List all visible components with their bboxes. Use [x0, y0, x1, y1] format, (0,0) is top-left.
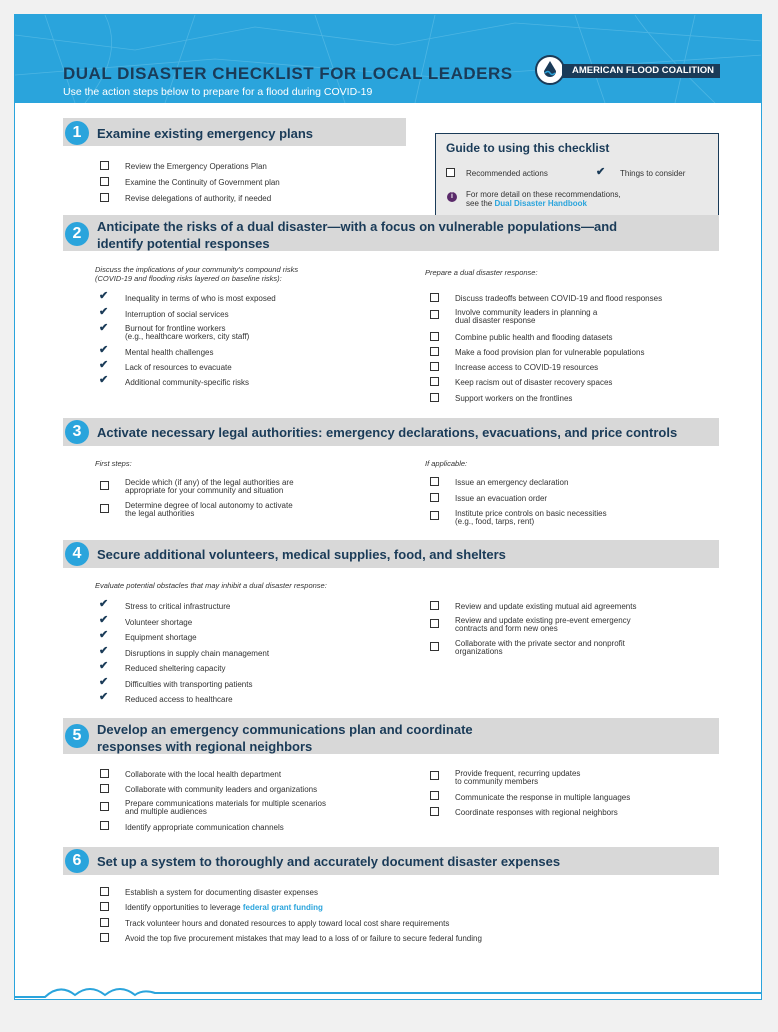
section-5-title-line2: responses with regional neighbors — [97, 739, 313, 754]
wave-decoration-icon — [15, 979, 762, 1000]
checkmark-icon: ✔ — [99, 290, 109, 302]
list-item: Combine public health and flooding datasets — [455, 333, 613, 342]
list-item: Provide frequent, recurring updates — [455, 769, 581, 778]
list-item: Determine degree of local autonomy to activate — [125, 501, 293, 510]
list-item-sub: (e.g., healthcare workers, city staff) — [125, 332, 250, 341]
list-item: Involve community leaders in planning a — [455, 308, 598, 317]
list-item-sub: (e.g., food, tarps, rent) — [455, 517, 535, 526]
list-item: Mental health challenges — [125, 348, 214, 357]
list-item: Decide which (if any) of the legal authorities are — [125, 478, 294, 487]
list-item: Collaborate with community leaders and organizations — [125, 785, 318, 794]
list-item: Interruption of social services — [125, 310, 229, 319]
list-item-sub: contracts and form new ones — [455, 624, 558, 633]
checkbox[interactable] — [430, 377, 439, 386]
list-item: Review and update existing pre-event emergency — [455, 616, 631, 625]
list-item: Equipment shortage — [125, 633, 197, 642]
list-item: Support workers on the frontlines — [455, 394, 573, 403]
list-item: Track volunteer hours and donated resources to apply toward local cost share requirements — [125, 919, 450, 928]
list-item: Burnout for frontline workers — [125, 324, 226, 333]
section-1-number: 1 — [65, 121, 89, 145]
checkmark-icon: ✔ — [99, 614, 109, 626]
list-item: Increase access to COVID-19 resources — [455, 363, 599, 372]
section-2-number: 2 — [65, 222, 89, 246]
legend-recommended: Recommended actions — [466, 169, 548, 178]
list-item: Lack of resources to evacuate — [125, 363, 232, 372]
section-4-title: Secure additional volunteers, medical supplies, food, and shelters — [97, 547, 506, 562]
checkmark-icon: ✔ — [99, 660, 109, 672]
list-item: Review the Emergency Operations Plan — [125, 162, 267, 171]
list-item: Review and update existing mutual aid agreements — [455, 602, 637, 611]
checkbox[interactable] — [100, 933, 109, 942]
list-item: Institute price controls on basic necessities — [455, 509, 607, 518]
checkmark-icon: ✔ — [99, 629, 109, 641]
checkbox[interactable] — [100, 193, 109, 202]
section-3-number: 3 — [65, 420, 89, 444]
list-item: Examine the Continuity of Government plan — [125, 178, 280, 187]
list-item: Establish a system for documenting disaster expenses — [125, 888, 318, 897]
guide-detail-line1: For more detail on these recommendations, — [466, 190, 621, 199]
page-title: DUAL DISASTER CHECKLIST FOR LOCAL LEADERS — [63, 64, 513, 83]
checkbox[interactable] — [100, 821, 109, 830]
list-item: Collaborate with the local health department — [125, 770, 282, 779]
checkmark-icon: ✔ — [99, 598, 109, 610]
checkbox[interactable] — [430, 642, 439, 651]
checkbox[interactable] — [430, 771, 439, 780]
list-item: Volunteer shortage — [125, 618, 193, 627]
list-item-sub: appropriate for your community and situation — [125, 486, 284, 495]
legend-checkmark-icon: ✔ — [596, 166, 606, 178]
section-2-intro-left-2: (COVID-19 and flooding risks layered on baseline risks): — [95, 274, 282, 283]
list-item: Difficulties with transporting patients — [125, 680, 253, 689]
list-item: Make a food provision plan for vulnerable populations — [455, 348, 645, 357]
legend-consider: Things to consider — [620, 169, 686, 178]
guide-detail-line2: see the Dual Disaster Handbook — [466, 199, 587, 208]
checkmark-icon: ✔ — [99, 691, 109, 703]
list-item: Issue an evacuation order — [455, 494, 548, 503]
checkmark-icon: ✔ — [99, 344, 109, 356]
checkbox[interactable] — [100, 802, 109, 811]
checkmark-icon: ✔ — [99, 306, 109, 318]
list-item: Revise delegations of authority, if needed — [125, 194, 272, 203]
list-item: Prepare communications materials for multiple scenarios — [125, 799, 326, 808]
section-6-title: Set up a system to thoroughly and accurately document disaster expenses — [97, 854, 561, 869]
section-2-title-line1: Anticipate the risks of a dual disaster—with a focus on vulnerable populations—and — [97, 219, 618, 234]
list-item-sub: to community members — [455, 777, 539, 786]
list-item: Identify appropriate communication channels — [125, 823, 284, 832]
list-item: Reduced sheltering capacity — [125, 664, 226, 673]
checklist-page — [14, 14, 762, 1000]
checkbox[interactable] — [430, 477, 439, 486]
checkbox[interactable] — [430, 601, 439, 610]
checkmark-icon: ✔ — [99, 676, 109, 688]
checkbox[interactable] — [430, 362, 439, 371]
legend-checkbox-icon — [446, 168, 455, 177]
page-subtitle: Use the action steps below to prepare for a flood during COVID-19 — [63, 86, 373, 98]
checkbox[interactable] — [430, 393, 439, 402]
list-item: Reduced access to healthcare — [125, 695, 233, 704]
checkbox[interactable] — [430, 347, 439, 356]
logo-wave-icon — [535, 55, 565, 85]
header-banner — [15, 15, 761, 103]
section-3-title: Activate necessary legal authorities: emergency declarations, evacuations, and price controls — [97, 425, 678, 440]
section-2-title-line2: identify potential responses — [97, 236, 270, 251]
checkbox[interactable] — [100, 177, 109, 186]
handbook-link[interactable]: Dual Disaster Handbook — [494, 199, 587, 208]
checkbox[interactable] — [100, 918, 109, 927]
section-1-title: Examine existing emergency plans — [97, 126, 314, 141]
section-2-intro-left-1: Discuss the implications of your community's compound risks — [95, 265, 299, 274]
list-item-sub: dual disaster response — [455, 316, 536, 325]
checkbox[interactable] — [100, 769, 109, 778]
section-2-intro-right: Prepare a dual disaster response: — [425, 268, 538, 277]
section-4-number: 4 — [65, 542, 89, 566]
checkmark-icon: ✔ — [99, 645, 109, 657]
checkbox[interactable] — [430, 791, 439, 800]
list-item: Additional community-specific risks — [125, 378, 250, 387]
section-6-number: 6 — [65, 849, 89, 873]
guide-box — [435, 133, 719, 217]
checkbox[interactable] — [430, 619, 439, 628]
checkbox[interactable] — [430, 332, 439, 341]
section-4-intro: Evaluate potential obstacles that may inhibit a dual disaster response: — [95, 581, 327, 590]
section-3-intro-left: First steps: — [95, 459, 132, 468]
checkbox[interactable] — [430, 293, 439, 302]
list-item: Coordinate responses with regional neighbors — [455, 808, 618, 817]
list-item: Stress to critical infrastructure — [125, 602, 231, 611]
checkbox[interactable] — [100, 902, 109, 911]
list-item: Collaborate with the private sector and nonprofit — [455, 639, 625, 648]
list-item-sub: the legal authorities — [125, 509, 195, 518]
logo-text: AMERICAN FLOOD COALITION — [562, 64, 720, 78]
section-3-intro-right: If applicable: — [425, 459, 468, 468]
info-icon: i — [447, 192, 457, 202]
list-item: Issue an emergency declaration — [455, 478, 569, 487]
list-item: Keep racism out of disaster recovery spaces — [455, 378, 613, 387]
list-item: Disruptions in supply chain management — [125, 649, 270, 658]
checkbox[interactable] — [430, 511, 439, 520]
checkmark-icon: ✔ — [99, 374, 109, 386]
guide-title: Guide to using this checklist — [446, 141, 610, 155]
checkbox[interactable] — [100, 161, 109, 170]
checkbox[interactable] — [100, 784, 109, 793]
list-item-sub: and multiple audiences — [125, 807, 207, 816]
list-item-sub: organizations — [455, 647, 503, 656]
checkmark-icon: ✔ — [99, 322, 109, 334]
checkbox[interactable] — [100, 504, 109, 513]
checkbox[interactable] — [100, 481, 109, 490]
checkmark-icon: ✔ — [99, 359, 109, 371]
list-item: Identify opportunities to leverage federal grant funding — [125, 903, 323, 912]
list-item: Communicate the response in multiple languages — [455, 793, 631, 802]
list-item: Discuss tradeoffs between COVID-19 and flood responses — [455, 294, 663, 303]
checkbox[interactable] — [430, 310, 439, 319]
section-5-number: 5 — [65, 724, 89, 748]
federal-grant-link[interactable]: federal grant funding — [242, 903, 323, 912]
checkbox[interactable] — [100, 887, 109, 896]
list-item: Inequality in terms of who is most exposed — [125, 294, 276, 303]
checkbox[interactable] — [430, 807, 439, 816]
checkbox[interactable] — [430, 493, 439, 502]
section-5-title-line1: Develop an emergency communications plan and coordinate — [97, 722, 473, 737]
list-item: Avoid the top five procurement mistakes that may lead to a loss of or failure to secure federal funding — [125, 934, 482, 943]
